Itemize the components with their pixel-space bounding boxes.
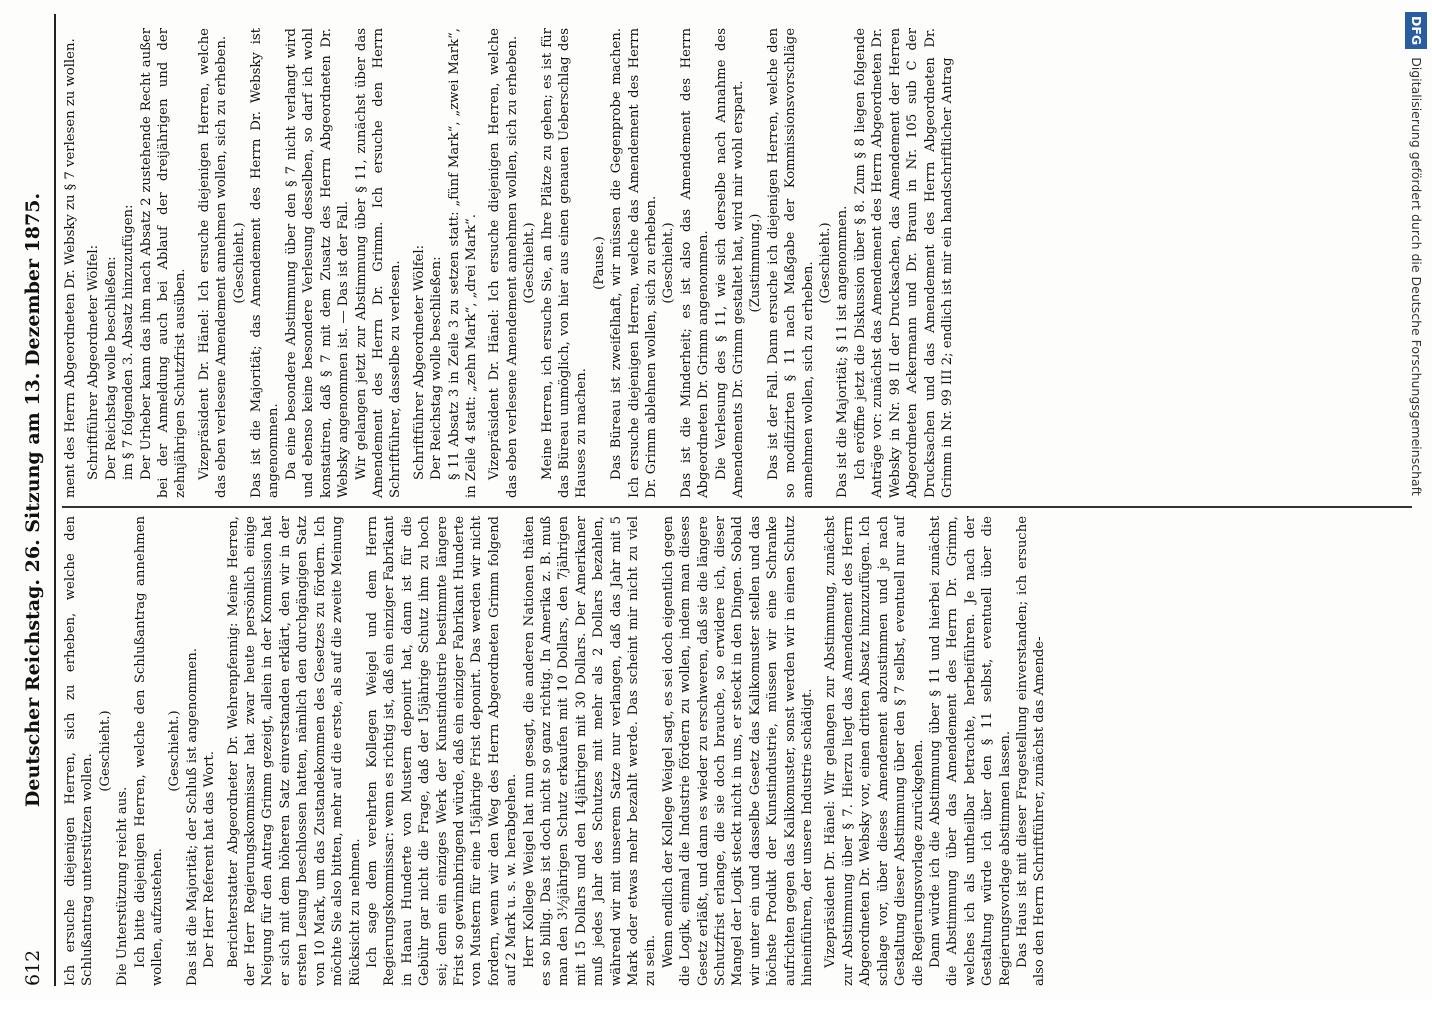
paragraph: Wenn endlich der Kollege Weigel sagt, es sei doch eigentlich gegen die Logik, einmal die Industrie fördern zu wollen, indem man dieses Gesetz erläßt, und dann es wieder zu erschweren, daß sie die längere Schutzfrist erlange, die sie doch brauche, so erwidere ich, dieser Mangel der Logik steckt nicht in uns, er steckt in den Dingen. Sobald wir unter ein und dasselbe Gesetz das Kalikomuster stellen und das höchste Produkt der Kunstindustrie, müssen wir eine Schranke aufrichten gegen das Kalikomuster, sonst werden wir in einen Schutz hineinführen, der unsere Industrie schädigt. — [660, 516, 816, 986]
paragraph: Vizepräsident Dr. Hänel: Wir gelangen zur Abstimmung, zunächst zur Abstimmung über § 7. Hierzu liegt das Amendement des Herrn Abgeordneten Dr. Websky vor, einen dritten Absatz hinzuzufügen. Ich schlage vor, über dieses Amendement abzustimmen und je nach Gestaltung dieser Abstimmung über den § 7 selbst, eventuell nur auf die Regierungsvorlage zurückgehen. — [823, 516, 926, 986]
paragraph: Das Büreau ist zweifelhaft, wir müssen die Gegenprobe machen. Ich ersuche diejenigen Herren, welche das Amendement des Herrn Dr. Grimm ablehnen wollen, sich zu erheben. — [609, 28, 659, 498]
paragraph: im § 7 folgenden 3. Absatz hinzuzufügen: — [121, 204, 137, 480]
page-title: Deutscher Reichstag. 26. Sitzung am 13. Dezember 1875. — [22, 192, 44, 808]
paragraph: (Zustimmung.) — [748, 213, 764, 313]
paragraph: Das ist die Majorität; der Schluß ist angenommen. — [184, 648, 200, 986]
funding-note-text: Digitalisierung gefördert durch die Deutsche Forschungsgemeinschaft — [1409, 57, 1424, 496]
paragraph: Der Urheber kann das ihm nach Absatz 2 zustehende Recht außer bei der Anmeldung auch bei Ablauf der dreijährigen und der zehnjährigen Schutzfrist ausüben. — [138, 28, 189, 498]
paragraph: Das ist die Majorität; das Amendement des Herrn Dr. Websky ist angenommen. — [249, 28, 282, 498]
paragraph: (Geschieht.) — [522, 222, 538, 304]
right-column — [62, 28, 1412, 498]
paragraph: Vizepräsident Dr. Hänel: Ich ersuche diejenigen Herren, welche das eben verlesene Amendement annehmen wollen, sich zu erheben. — [487, 28, 520, 498]
paragraph: (Geschieht.) — [231, 222, 247, 304]
paragraph: Ich sage dem verehrten Kollegen Weigel und dem Herrn Regierungskommissar: wenn es richtig ist, daß ein einziger Fabrikant in Hanau Hunderte von Mustern deponirt hat, dann ist für die Gebühr gar nicht die Frage, daß der 15jährige Schutz ihm zu hoch sei; denn ein einziges Werk der Kunstindustrie bestimmte längere Frist so gewinnbringend würde, daß ein einziger Fabrikant Hunderte von Mustern für eine 15jährige Frist deponirt. Das werden wir nicht fordern, wenn wir den Weg des Herrn Abgeordneten Grimm folgend auf 2 Mark u. s. w. herabgehen. — [364, 516, 520, 986]
paragraph: (Geschieht.) — [97, 710, 113, 792]
paragraph: (Pause.) — [591, 236, 607, 290]
paragraph: § 11 Absatz 3 in Zeile 3 zu setzen statt: „fünf Mark“, „zwei Mark“, in Zeile 4 statt: „zehn Mark“, „drei Mark“. — [446, 28, 479, 498]
paragraph: Da eine besondere Abstimmung über den § 7 nicht verlangt wird und ebenso keine besondere Verlesung desselben, so darf ich wohl konstatiren, daß § 7 mit dem Zusatz des Herrn Abgeordneten Dr. Websky angenommen ist. — Das ist der Fall. — [283, 28, 352, 498]
paragraph: Ich ersuche diejenigen Herren, sich zu erheben, welche den Schlußantrag unterstützen wollen. — [63, 516, 96, 986]
paragraph: (Geschieht.) — [661, 222, 677, 304]
paragraph: Das ist der Fall. Dann ersuche ich diejenigen Herren, welche den so modifizirten § 11 nach Maßgabe der Kommissionsvorschläge annehmen wollen, sich zu erheben. — [765, 28, 816, 498]
paragraph: Der Reichstag wolle beschließen: — [103, 256, 119, 480]
paragraph: Die Unterstützung reicht aus. — [115, 786, 131, 986]
paragraph: Vizepräsident Dr. Hänel: Ich ersuche diejenigen Herren, welche das eben verlesene Amendement annehmen wollen, sich zu erheben. — [196, 28, 230, 498]
paragraph: Ich eröffne jetzt die Diskussion über § 8. Zum § 8 liegen folgende Anträge vor: zunächst das Amendement des Herrn Abgeordneten Dr. Websky in Nr. 98 II der Drucksachen, das Amendement der Herren Abgeordneten Ackermann und Dr. Braun in Nr. 105 sub C der Drucksachen und das Amendement des Herrn Abgeordneten Dr. Grimm in Nr. 99 III 2; endlich ist mir ein handschriftlicher Antrag — [852, 28, 955, 498]
paragraph: Meine Herren, ich ersuche Sie, an Ihre Plätze zu gehen; es ist für das Büreau unmöglich, von hier aus einen genauen Ueberschlag des Hauses zu machen. — [539, 28, 590, 498]
paragraph: Die Verlesung des § 11, wie sich derselbe nach Annahme des Amendements Dr. Grimm gestaltet hat, wird mir wohl erspart. — [713, 28, 747, 498]
paragraph: Berichterstatter Abgeordneter Dr. Wehrenpfennig: Meine Herren, der Herr Regierungskommissar hat zwar heute persönlich einige Neigung für den Antrag Grimm gezeigt, allein in der Kommission hat er sich mit dem höheren Satz einverstanden erklärt, den wir in der ersten Lesung beschlossen hatten, nämlich den durchgängigen Satz von 10 Mark, um das Zustandekommen des Gesetzes zu fördern. Ich möchte Sie also bitten, mehr auf die erste, als auf die zweite Meinung Rücksicht zu nehmen. — [225, 516, 363, 986]
paragraph: ment des Herrn Abgeordneten Dr. Websky zu § 7 verlesen zu wollen. — [63, 38, 78, 498]
paragraph: Schriftführer Abgeordneter Wölfel: — [411, 244, 427, 480]
dfg-logo: DFG — [1405, 12, 1427, 49]
paragraph: Das Haus ist mit dieser Fragestellung einverstanden; ich ersuche also den Herrn Schriftführer, zunächst das Amende- — [1014, 516, 1048, 986]
paragraph: Wir gelangen jetzt zur Abstimmung über § 11, zunächst über das Amendement des Herrn Dr. Grimm. Ich ersuche den Herrn Schriftführer, dasselbe zu verlesen. — [353, 28, 404, 498]
paragraph: Der Herr Referent hat das Wort. — [202, 751, 218, 968]
paragraph: Das ist die Majorität; § 11 ist angenommen. — [835, 205, 851, 498]
paragraph: (Geschieht.) — [818, 222, 834, 304]
paragraph: Das ist die Minderheit; es ist also das Amendement des Herrn Abgeordneten Dr. Grimm angenommen. — [678, 28, 712, 498]
page-number: 612 — [22, 949, 44, 986]
paragraph: Herr Kollege Weigel hat nun gesagt, die anderen Nationen thäten es so billig. Das ist doch nicht so ganz richtig. In Amerika z. B. muß man den 3½jährigen Schutz erkaufen mit 10 Dollars, den 7jährigen mit 15 Dollars und den 14jährigen mit 30 Dollars. Der Amerikaner muß jedes Jahr des Schutzes mit mehr als 2 Dollars bezahlen, während wir mit unserem Satze nur verlangen, daß das Jahr mit 5 Mark oder etwas mehr bezahlt werde. Das scheint mir nicht zu viel zu sein. — [521, 516, 659, 986]
funding-note — [1405, 0, 1427, 1000]
paragraph: Ich bitte diejenigen Herren, welche den Schlußantrag annehmen wollen, aufzustehen. — [132, 516, 166, 986]
paragraph: (Geschieht.) — [167, 710, 183, 792]
column-divider — [62, 507, 1412, 509]
paragraph: Der Reichstag wolle beschließen: — [429, 256, 445, 480]
paragraph: Dann würde ich die Abstimmung über § 11 und hierbei zunächst die Abstimmung über das Amendement des Herrn Dr. Grimm, welches ich als untheilbar betrachte, herbeiführen. Je nach der Gestaltung würde ich über den § 11 selbst, eventuell über die Regierungsvorlage abstimmen lassen. — [927, 516, 1013, 986]
paragraph: Schriftführer Abgeordneter Wölfel: — [86, 244, 102, 480]
page-header — [14, 14, 56, 986]
left-column — [62, 516, 1412, 986]
text-columns — [62, 14, 1412, 986]
